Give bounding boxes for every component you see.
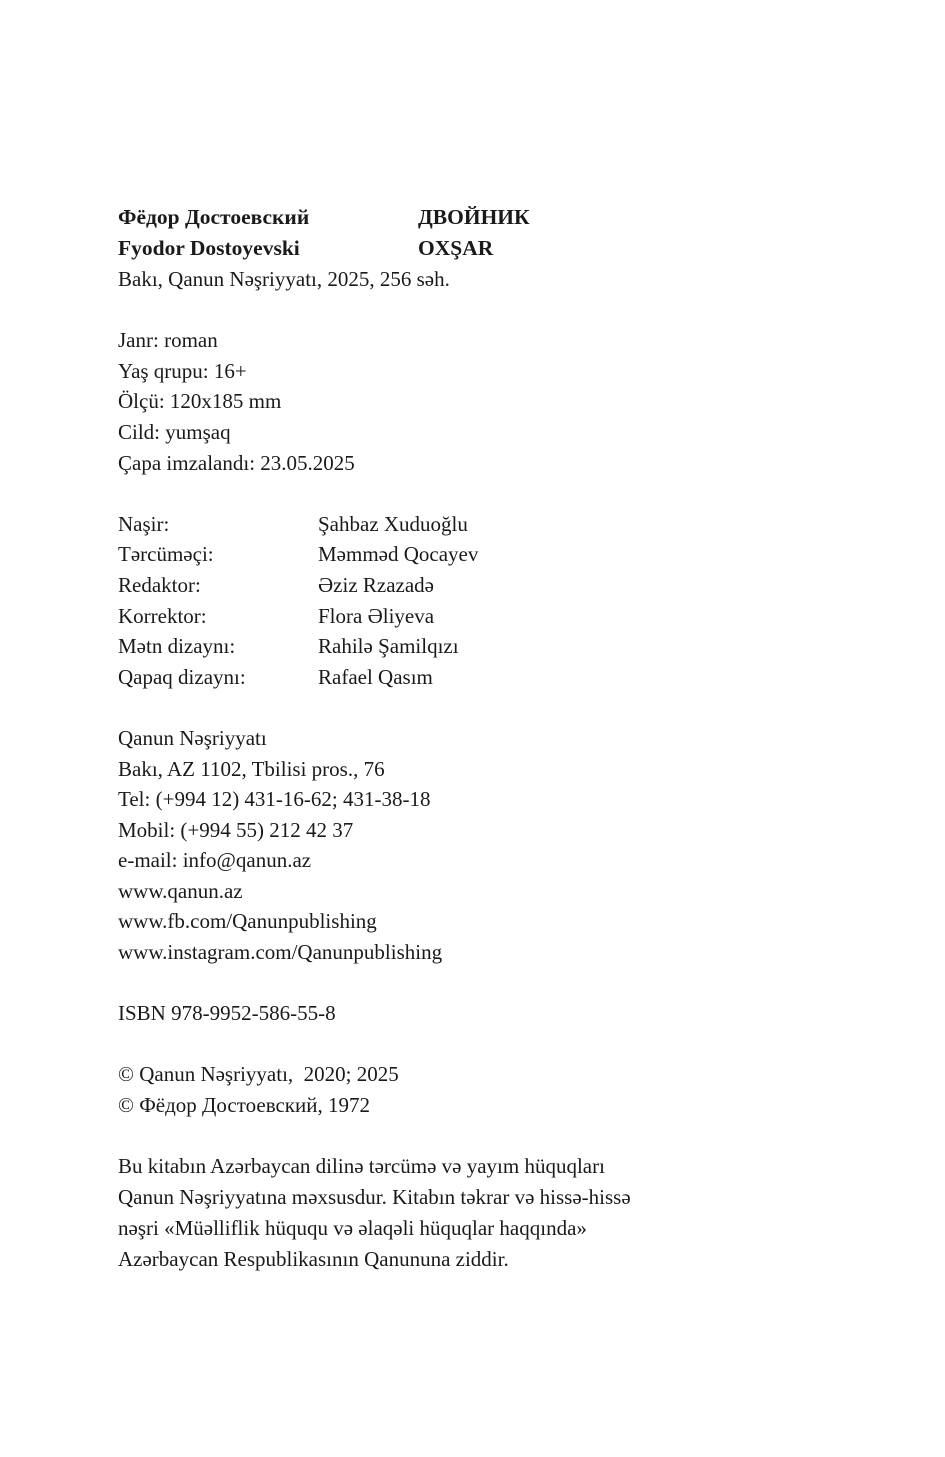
publisher-address: Bakı, AZ 1102, Tbilisi pros., 76 <box>118 756 385 781</box>
publisher-phone: Tel: (+994 12) 431-16-62; 431-38-18 <box>118 787 431 812</box>
spec-print-date: Çapa imzalandı: 23.05.2025 <box>118 450 355 475</box>
credits-list <box>118 509 818 693</box>
credit-role: Korrektor: <box>118 603 207 628</box>
imprint-page <box>118 202 818 1275</box>
header-row-azerbaijani <box>118 233 818 264</box>
header-row-russian <box>118 202 818 233</box>
book-title-azerbaijani: OXŞAR <box>418 236 494 260</box>
copyright-block <box>118 1059 818 1120</box>
publisher-facebook: www.fb.com/Qanunpublishing <box>118 909 377 934</box>
rights-notice-line: Azərbaycan Respublikasının Qanununa ziddir. <box>118 1247 509 1272</box>
credit-role: Redaktor: <box>118 572 201 597</box>
credit-name: Şahbaz Xuduoğlu <box>318 511 468 536</box>
credit-name: Rahilə Şamilqızı <box>318 634 459 659</box>
credit-role: Tərcüməçi: <box>118 542 214 567</box>
copyright-publisher: © Qanun Nəşriyyatı, 2020; 2025 <box>118 1062 399 1087</box>
spec-age-group: Yaş qrupu: 16+ <box>118 358 247 383</box>
credit-name: Rafael Qasım <box>318 664 433 689</box>
publisher-website: www.qanun.az <box>118 878 243 903</box>
spec-binding: Cild: yumşaq <box>118 419 231 444</box>
spec-genre: Janr: roman <box>118 328 218 353</box>
book-title-russian: ДВОЙНИК <box>418 205 530 229</box>
credit-name: Əziz Rzazadə <box>318 572 435 597</box>
copyright-author: © Фёдор Достоевский, 1972 <box>118 1093 370 1118</box>
publisher-mobile: Mobil: (+994 55) 212 42 37 <box>118 817 354 842</box>
publisher-email: e-mail: info@qanun.az <box>118 848 312 873</box>
publisher-instagram: www.instagram.com/Qanunpublishing <box>118 940 443 965</box>
book-specs <box>118 325 818 478</box>
credit-role: Mətn dizaynı: <box>118 634 236 659</box>
rights-notice <box>118 1151 818 1275</box>
rights-notice-line: Qanun Nəşriyyatına məxsusdur. Kitabın təkrar və hissə-hissə <box>118 1185 631 1210</box>
credit-name: Məmməd Qocayev <box>318 542 479 567</box>
credit-editor <box>118 570 818 601</box>
credit-proofreader <box>118 601 818 632</box>
credit-text-design <box>118 631 818 662</box>
credit-cover-design <box>118 662 818 693</box>
imprint-line: Bakı, Qanun Nəşriyyatı, 2025, 256 səh. <box>118 267 450 291</box>
author-name-russian: Фёдор Достоевский <box>118 205 310 229</box>
credit-publisher <box>118 509 818 540</box>
spec-size: Ölçü: 120x185 mm <box>118 389 282 414</box>
publisher-contacts <box>118 723 818 968</box>
rights-notice-line: nəşri «Müəlliflik hüququ və əlaqəli hüquqlar haqqında» <box>118 1216 587 1241</box>
credit-name: Flora Əliyeva <box>318 603 435 628</box>
isbn: ISBN 978-9952-586-55-8 <box>118 1001 336 1026</box>
author-name-azerbaijani: Fyodor Dostoyevski <box>118 236 300 260</box>
rights-notice-line: Bu kitabın Azərbaycan dilinə tərcümə və yayım hüquqları <box>118 1154 605 1179</box>
credit-role: Naşir: <box>118 511 170 536</box>
publisher-name: Qanun Nəşriyyatı <box>118 725 267 750</box>
credit-role: Qapaq dizaynı: <box>118 664 246 689</box>
credit-translator <box>118 539 818 570</box>
